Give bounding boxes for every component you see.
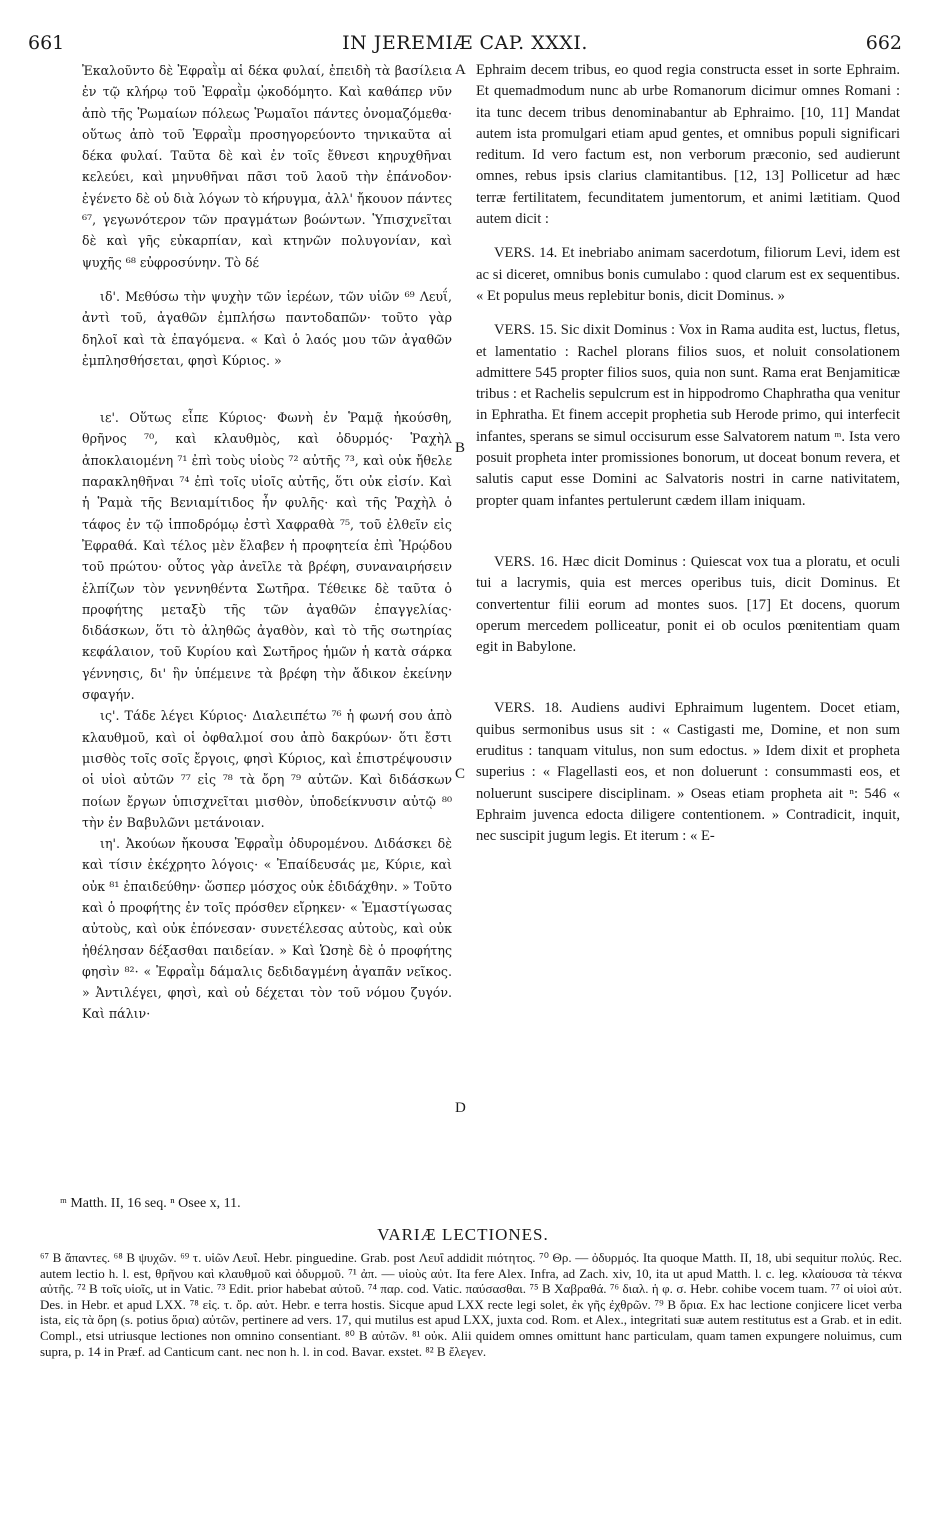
- page-number-right: 662: [865, 32, 902, 54]
- margin-marker-d: D: [455, 1100, 466, 1116]
- running-title: IN JEREMIÆ CAP. XXXI.: [342, 32, 588, 54]
- greek-paragraph: ιε'. Οὕτως εἶπε Κύριος· Φωνὴ ἐν Ῥαμᾷ ἠκούσθη, θρῆνος ⁷⁰, καὶ κλαυθμὸς, καὶ ὀδυρμός· Ῥαχὴλ ἀποκλαιομένη ⁷¹ ἐπὶ τοὺς υἱοὺς ⁷² αὐτῆς ⁷³, καὶ οὐκ ἤθελε παρακληθῆναι ⁷⁴ ἐπὶ τοῖς υἱοῖς αὐτῆς, ὅτι οὐκ εἰσίν. Καὶ ἡ Ῥαμὰ τῆς Βενιαμίτιδος ἦν φυλῆς· καὶ τῆς Ῥαχὴλ ὁ τάφος ἐν τῷ ἱπποδρόμῳ ἐστὶ Χαφραθὰ ⁷⁵, τοῦ ἐλθεῖν εἰς Ἐφραθά. Καὶ τέλος μὲν ἔλαβεν ἡ προφητεία ἐπὶ Ἡρῴδου τοῦ πρώτου· οὗτος γὰρ ἀνεῖλε τὰ βρέφη, συναναιρήσειν ἐλπίζων τὸν γεννηθέντα Σωτῆρα. Τέθεικε δὲ ταῦτα ὁ προφήτης μεταξὺ τῆς τῶν ἀγαθῶν ἐπαγγελίας· διδάσκων, ὅτι τὸ ἀληθῶς ἀγαθὸν, καὶ τὸ τῆς σωτηρίας κεφάλαιον, τοῦ Κυρίου καὶ Σωτῆρος ἡμῶν ἡ κατὰ σάρκα γέννησις, δι' ἣν ὑπέμεινε τὰ βρέφη τὴν ἄδικον ἐκείνην σφαγήν.: [82, 410, 452, 703]
- variae-lectiones-text: ⁶⁷ B ἅπαντες. ⁶⁸ B ψυχῶν. ⁶⁹ τ. υἱῶν Λευΐ. Hebr. pinguedine. Grab. post Λευΐ addidit πιότητος. ⁷⁰ Θρ. — ὀδυρμός. Ita quoque Matth. II, 18, ubi sequitur πολύς. Rec. autem lectio h. l. est, θρῆνου καὶ κλαυθμοῦ καὶ ὀδυρμοῦ. ⁷¹ ἀπ. — υἱοὺς αὐτ. Ita fere Alex. Infra, ad Zach. xiv, 10, ita ut apud Matth. l. c. leg. κλαίουσα τὰ τέκνα αὐτῆς. ⁷² B τοῖς υἱοῖς, ut in Vatic. ⁷³ Edit. prior habebat αὐτοῦ. ⁷⁴ παρ. cod. Vatic. παύσασθαι. ⁷⁵ B Χαβραθά. ⁷⁶ διαλ. ἡ φ. σ. Hebr. cohibe vocem tuam. ⁷⁷ οἱ υἱοὶ αὐτ. Des. in Hebr. et apud LXX. ⁷⁸ εἰς. τ. ὄρ. αὐτ. Hebr. e terra hostis. Sicque apud LXX recte legi solet, ἐκ γῆς ἐχθρῶν. ⁷⁹ B ὅρια. Ex hac lectione conjicere licet verba ista, εἰς τὰ ὄρη (s. potius ὅρια) αὐτῶν, pertinere ad vers. 17, qui mutilus est apud LXX, juxta cod. Rom. et Alex., integritati suæ autem restitutus est a Grab. et in edit. Compl., etsi utriusque lectiones non omnino consentiant. ⁸⁰ B αὐτῶν. ⁸¹ οὐκ. Alii quidem omnes omittunt hanc particulam, quam tamen expungere noluimus, cum supra, p. 14 in Præf. ad Canticum cant. nec non h. l. in cod. Bavar. exstet. ⁸² B ἔλεγεν.: [40, 1250, 902, 1359]
- latin-column: [476, 60, 900, 848]
- greek-paragraph: ιδ'. Μεθύσω τὴν ψυχὴν τῶν ἱερέων, τῶν υἱῶν ⁶⁹ Λευΐ, ἀντὶ τοῦ, ἀγαθῶν ἐμπλήσω παντοδαπῶν· τοῦτο γὰρ δηλοῖ καὶ τὰ ἐπαγόμενα. « Καὶ ὁ λαός μου τῶν ἀγαθῶν ἐμπλησθήσεται, φησὶ Κύριος. »: [82, 288, 452, 368]
- footnote: ᵐ Matth. II, 16 seq. ⁿ Osee x, 11.: [60, 1196, 241, 1211]
- greek-column: [82, 60, 452, 1025]
- margin-marker-a: A: [455, 62, 466, 78]
- greek-paragraph: ιη'. Ἀκούων ἤκουσα Ἐφραῒμ ὀδυρομένου. Διδάσκει δὲ καὶ τίσιν ἐκέχρητο λόγοις· « Ἐπαίδευσάς με, Κύριε, καὶ οὐκ ⁸¹ ἐπαιδεύθην· ὥσπερ μόσχος οὐκ ἐδιδάχθην. » Τοῦτο καὶ ὁ προφήτης ἐν τοῖς πρόσθεν εἴρηκεν· « Ἐμαστίγωσας αὐτοὺς, καὶ οὐκ ἐπόνεσαν· συνετέλεσας αὐτοὺς, καὶ οὐκ ἠθέλησαν δέξασθαι παιδείαν. » Καὶ Ὡσηὲ δὲ ὁ προφήτης φησὶν ⁸²· « Ἐφραῒμ δάμαλις δεδιδαγμένη ἀγαπᾶν νεῖκος. » Ἀντιλέγει, φησὶ, καὶ οὐ δέχεται τὸν τοῦ νόμου ζυγόν. Καὶ πάλιν·: [82, 836, 452, 1022]
- running-header: [28, 32, 902, 58]
- latin-paragraph: VERS. 15. Sic dixit Dominus : Vox in Rama audita est, luctus, fletus, et lamentatio : Rachel plorans filios suos, et noluit consolationem admittere 545 propter filios suos, quia non sunt. Rama erat Benjamiticæ tribus : et Rachelis sepulcrum est in hippodromo Chaphratha qua venitur in Ephratha. Et finem accepit prophetia sub Herode primo, qui interfecit infantes, sperans se simul occisurum esse Salvatorem natum ᵐ. Ista vero posuit propheta inter promissiones bonorum, ut doceat bonum revera, et salutis caput esse Domini ac Salvatoris nostri in carne nativitatem, propter quam infantes pertulerunt cædem illam iniquam.: [476, 322, 900, 509]
- greek-paragraph: ις'. Τάδε λέγει Κύριος· Διαλειπέτω ⁷⁶ ἡ φωνή σου ἀπὸ κλαυθμοῦ, καὶ οἱ ὀφθαλμοί σου ἀπὸ δακρύων· ὅτι ἔστι μισθὸς τοῖς σοῖς ἔργοις, φησὶ Κύριος, καὶ ἐπιστρέψουσιν οἱ υἱοὶ αὐτῶν ⁷⁷ εἰς ⁷⁸ τὰ ὄρη ⁷⁹ αὐτῶν. Καὶ διδάσκων ποίων ἔργων ὑπισχνεῖται μισθὸν, ὑποδείκνυσιν αὐτῷ ⁸⁰ τὴν ἐν Βαβυλῶνι μετάνοιαν.: [82, 708, 452, 830]
- margin-marker-b: B: [455, 440, 466, 456]
- latin-paragraph: VERS. 18. Audiens audivi Ephraimum lugentem. Docet etiam, quibus sermonibus usus sit : « Castigasti me, Domine, et non sum eruditus : tanquam vitulus, non sum edoctus. » Idem dixit et propheta superius : « Flagellasti eos, et non doluerunt : consummasti eos, et noluerunt suscipere disciplinam. » Oseas etiam propheta ait ⁿ: 546 « Ephraim juvenca edocta diligere contentionem. » Contradicit, inquit, nec suscipit jugum legis. Et iterum : « E-: [476, 700, 900, 845]
- latin-paragraph: VERS. 16. Hæc dicit Dominus : Quiescat vox tua a ploratu, et oculi tui a lacrymis, quia est merces operibus tuis, dicit Dominus. Et convertentur filii eorum ad montes suos. [17] Et docens, quorum operum mercedem polliceatur, ponit ei ob oculos pœnitentiam quam egit in Babylone.: [476, 553, 900, 656]
- margin-marker-c: C: [455, 766, 466, 782]
- latin-paragraph: VERS. 14. Et inebriabo animam sacerdotum, filiorum Levi, idem est ac si diceret, omnibus bonis cumulabo : quod clarum est ex sequentibus. « Et populus meus replebitur bonis, dicit Dominus. »: [476, 245, 900, 304]
- greek-paragraph: Ἐκαλοῦντο δὲ Ἐφραῒμ αἱ δέκα φυλαί, ἐπειδὴ τὰ βασίλεια ἐν τῷ κλήρῳ τοῦ Ἐφραῒμ ᾠκοδόμητο. Καὶ καθάπερ νῦν ἀπὸ τῆς Ῥωμαίων πόλεως Ῥωμαῖοι πάντες ὀνομαζόμεθα· οὕτως ἀπὸ τοῦ Ἐφραῒμ προσηγορεύοντο τηνικαῦτα αἱ δέκα φυλαί. Ταῦτα δὲ καὶ ἐν τοῖς ἔθνεσι κηρυχθῆναι κελεύει, καὶ μηνυθῆναι πᾶσι τοῦ λαοῦ τὴν ἐπάνοδον· ἐγένετο δὲ οὐ διὰ λόγων τὸ κήρυγμα, ἀλλ' ἤκουον πάντες ⁶⁷, γεγωνότερον τῶν πραγμάτων βοώντων. Ὑπισχνεῖται δὲ καὶ γῆς εὐκαρπίαν, καὶ κτηνῶν πολυγονίαν, καὶ ψυχῆς ⁶⁸ εὐφροσύνην. Τὸ δέ: [82, 63, 452, 270]
- page-number-left: 661: [28, 32, 65, 54]
- latin-paragraph: Ephraim decem tribus, eo quod regia constructa esset in sorte Ephraim. Et quemadmodum nunc ab urbe Romanorum dicimur omnes Romani : ita tunc decem tribus denominabantur ab Ephraimo. [10, 11] Mandat autem ista promulgari etiam apud gentes, et omnibus populi significari reditum. Id vero factum est, non verborum præconio, sed audierunt omnes, rebus ipsis clarius clamitantibus. [12, 13] Pollicetur ad hæc terræ fertilitatem, fecunditatem jumentorum, et animi lætitiam. Quod autem dicit :: [476, 62, 900, 228]
- variae-lectiones-title: VARIÆ LECTIONES.: [377, 1225, 549, 1244]
